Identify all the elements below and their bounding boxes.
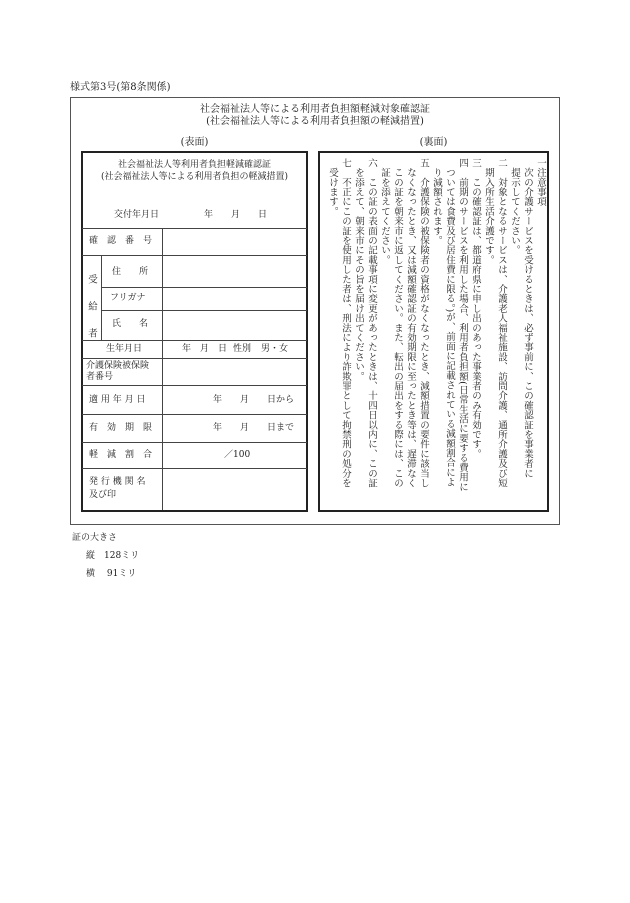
birthdate-value: 年 月 日 [182, 344, 228, 354]
back-side-label: (裏面) [419, 137, 448, 148]
front-side-label: (表面) [180, 137, 209, 148]
grid-line [82, 442, 307, 443]
grid-line [101, 287, 307, 288]
address-label: 住 所 [112, 267, 149, 277]
grid-line [82, 255, 307, 256]
gender-label: 性別 [233, 344, 252, 354]
back-column: を添えて、朝来市にその旨を届け出てください。 [353, 158, 364, 382]
name-label: 氏 名 [112, 319, 149, 329]
furigana-label: フリガナ [110, 293, 146, 303]
grid-line [82, 468, 307, 469]
grid-line [82, 385, 307, 386]
insured-number-label-cont: 者番号 [86, 372, 114, 382]
grid-line [82, 358, 307, 359]
grid-line [162, 228, 163, 510]
recipient-label: 受 給 者 [86, 274, 97, 342]
front-card-subtitle: (社会福祉法人等による利用者負担の軽減措置) [100, 172, 289, 182]
card-size-heading: 証の大きさ [72, 533, 118, 543]
back-column: 五 介護保険の被保険者の資格がなくなったとき、減額措置の要件に該当し [418, 158, 429, 488]
gender-value: 男・女 [261, 344, 289, 354]
grid-line [82, 228, 307, 229]
back-column: 受けます。 [327, 158, 338, 217]
back-column: 三 この確認証は、都道府県に申し出のあった事業者のみ有効です。 [470, 158, 481, 459]
frame-title: 社会福祉法人等による利用者負担額軽減対象確認証 [200, 104, 430, 115]
reduction-rate-label: 軽 減 割 合 [89, 450, 153, 460]
card-size-width: 横 91ミリ [86, 569, 137, 579]
back-column: 提示してください。 [509, 158, 520, 255]
issue-date-label: 交付年月日 [114, 210, 160, 220]
back-column: 証を添えてください。 [379, 158, 390, 265]
grid-line [82, 340, 307, 341]
valid-period-value: 年 月 日まで [213, 423, 295, 433]
back-column: 一注意事項 [535, 158, 546, 207]
confirmation-number-label: 確 認 番 号 [89, 236, 153, 246]
back-column: 次の介護サービスを受けるときは、必ず事前に、この確認証を事業者に [522, 158, 533, 479]
back-column: り減額されます。 [431, 158, 442, 246]
issue-date-value: 年 月 日 [204, 210, 268, 220]
issuer-label-cont: 及び印 [89, 490, 117, 500]
issuer-label: 発 行 機 関 名 [89, 477, 146, 487]
form-number-label: 様式第3号(第8条関係) [70, 82, 171, 93]
birthdate-label: 生年月日 [106, 344, 143, 354]
front-card-title: 社会福祉法人等利用者負担軽減確認証 [117, 160, 271, 170]
back-column: 二 対象となるサービスは、介護老人福祉施設、訪問介護、通所介護及び短 [496, 158, 507, 488]
reduction-rate-value: ／100 [224, 450, 251, 460]
grid-line [101, 310, 307, 311]
valid-period-label: 有 効 期 限 [89, 423, 153, 433]
back-column: 七 不正にこの証を使用した者は、刑法により詐欺罪として拘禁刑の処分を [340, 158, 351, 488]
insured-number-label: 介護保険被保険 [86, 361, 150, 371]
grid-line [82, 414, 307, 415]
frame-subtitle: (社会福祉法人等による利用者負担額の軽減措置) [206, 116, 424, 127]
back-column: なくなったとき、又は減額確認証の有効期限に至ったとき等は、遅滞なく [405, 158, 416, 488]
applicable-date-value: 年 月 日から [213, 395, 295, 405]
back-column: 期入所生活介護です。 [483, 158, 494, 265]
back-column: 六 この証の表面の記載事項に変更があったときは、十四日以内に、この証 [366, 158, 377, 488]
card-size-height: 縦 128ミリ [86, 551, 140, 561]
back-column: この証を朝来市に返してください。また、転出の届出をする際には、この [392, 158, 403, 488]
applicable-date-label: 適 用 年 月 日 [89, 395, 146, 405]
grid-line [101, 255, 102, 340]
back-column: 四 前期のサービスを利用した場合、利用者負担額(日常生活に要する費用に [457, 158, 468, 492]
back-column: ついては食費及び居住費に限る。)が、前面に記載されている減額割合によ [444, 158, 455, 487]
